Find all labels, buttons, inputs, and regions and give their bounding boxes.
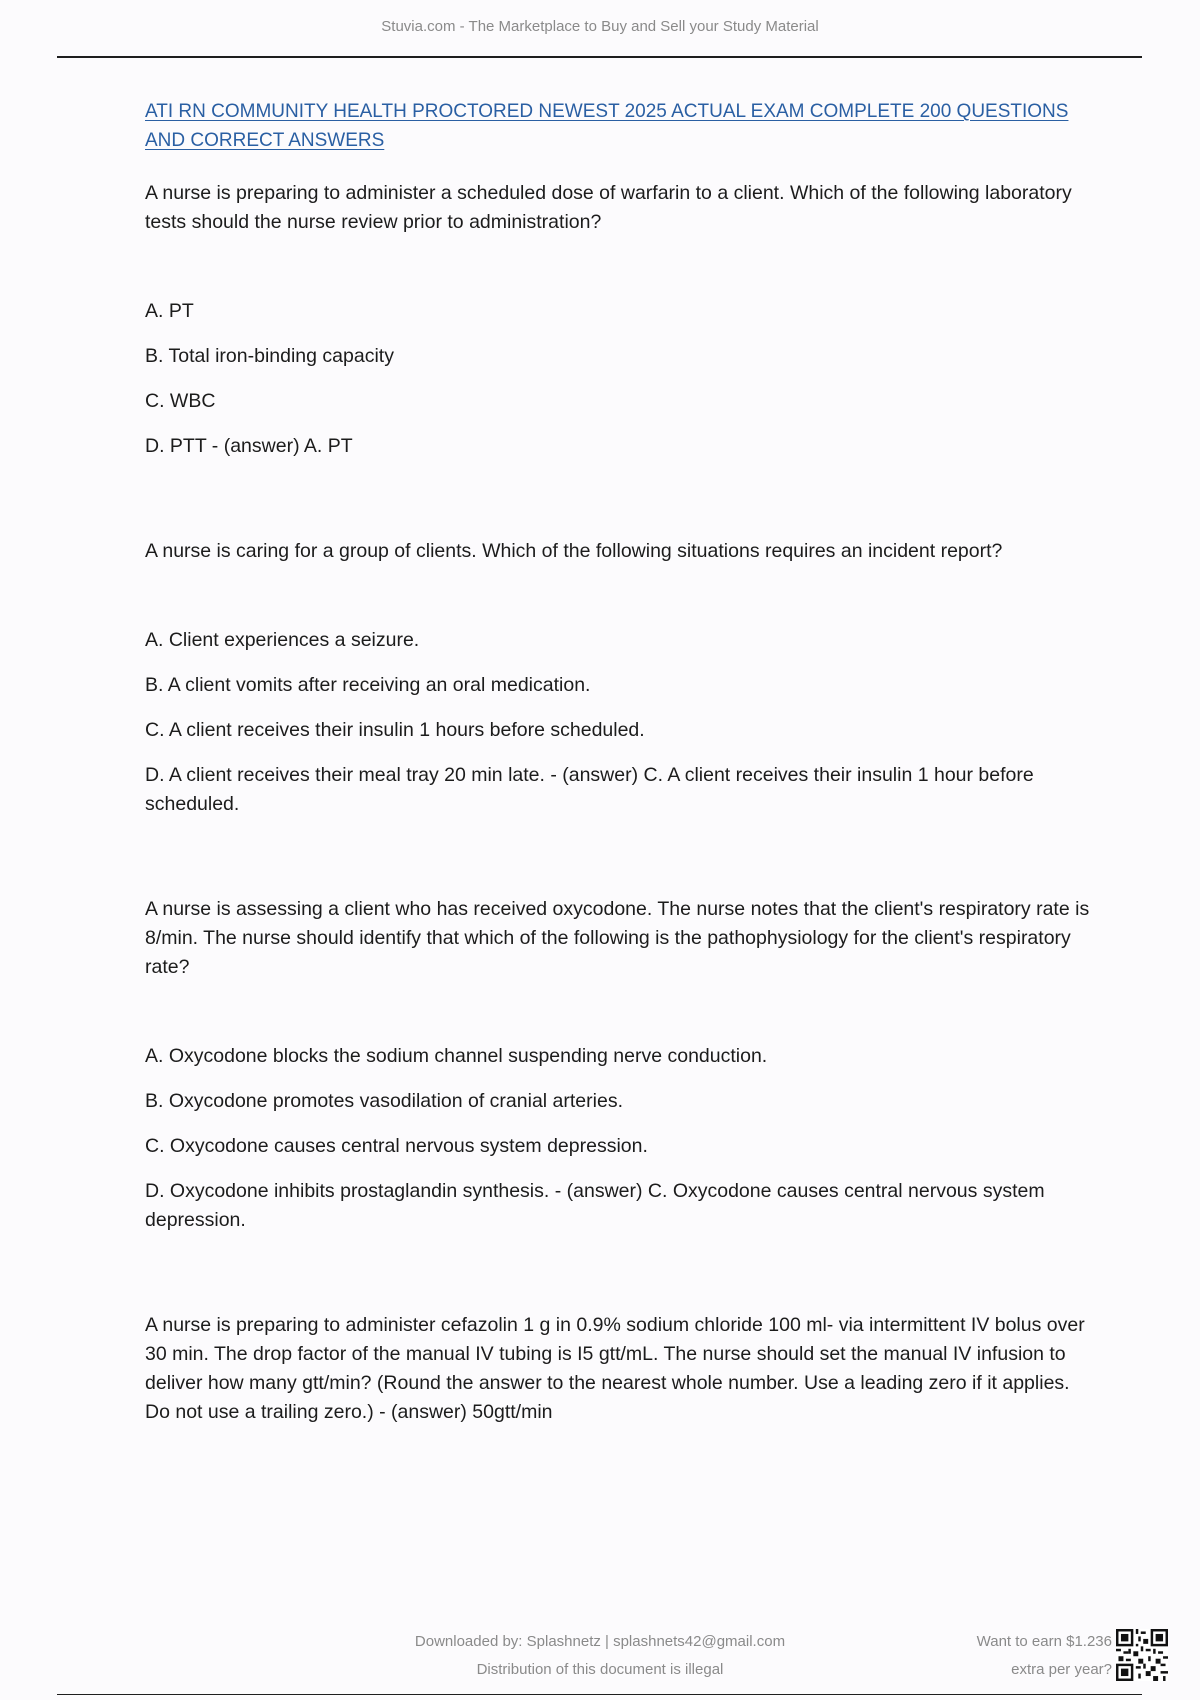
- options-list: [145, 1042, 1090, 1235]
- page-header: Stuvia.com - The Marketplace to Buy and Sell your Study Material: [381, 18, 819, 35]
- option-with-answer: D. A client receives their meal tray 20 min late. - (answer) C. A client receives their insulin 1 hour before scheduled.: [145, 764, 1034, 815]
- option: A. PT: [145, 300, 194, 322]
- footer-download-info: [350, 1628, 850, 1684]
- option: C. WBC: [145, 390, 216, 412]
- earn-line-2: extra per year?: [1011, 1661, 1112, 1678]
- downloaded-by-text: Downloaded by: Splashnetz | splashnets42@gmail.com: [414, 1633, 786, 1650]
- document-title[interactable]: ATI RN COMMUNITY HEALTH PROCTORED NEWEST 2025 ACTUAL EXAM COMPLETE 200 QUESTIONS AND CORRECT ANSWERS: [145, 101, 1069, 151]
- option: C. A client receives their insulin 1 hours before scheduled.: [145, 719, 645, 741]
- question-block-2: [145, 537, 1090, 819]
- option: B. Oxycodone promotes vasodilation of cranial arteries.: [145, 1090, 623, 1112]
- distribution-notice: Distribution of this document is illegal: [476, 1661, 724, 1678]
- question-text: A nurse is preparing to administer cefazolin 1 g in 0.9% sodium chloride 100 ml- via intermittent IV bolus over 30 min. The drop factor of the manual IV tubing is I5 gtt/mL. The nurse should set the manual IV infusion to deliver how many gtt/min? (Round the answer to the nearest whole number. Use a leading zero if it applies. Do not use a trailing zero.) - (answer) 50gtt/min: [145, 1314, 1085, 1423]
- earn-promo[interactable]: [977, 1628, 1112, 1684]
- footer-divider: [57, 1694, 1142, 1695]
- option-with-answer: D. Oxycodone inhibits prostaglandin synthesis. - (answer) C. Oxycodone causes central nervous system depression.: [145, 1180, 1045, 1231]
- question-block-4: [145, 1311, 1090, 1427]
- option: A. Oxycodone blocks the sodium channel suspending nerve conduction.: [145, 1045, 768, 1067]
- question-block-1: [145, 179, 1090, 461]
- question-text: A nurse is preparing to administer a scheduled dose of warfarin to a client. Which of the following laboratory tests should the nurse review prior to administration?: [145, 182, 1072, 233]
- question-text: A nurse is assessing a client who has received oxycodone. The nurse notes that the client's respiratory rate is 8/min. The nurse should identify that which of the following is the pathophysiology for the client's respiratory rate?: [145, 898, 1090, 978]
- option: C. Oxycodone causes central nervous system depression.: [145, 1135, 648, 1157]
- options-list: [145, 626, 1090, 819]
- question-text: A nurse is caring for a group of clients. Which of the following situations requires an incident report?: [145, 540, 1003, 562]
- option: B. A client vomits after receiving an oral medication.: [145, 674, 591, 696]
- earn-line-1: Want to earn $1.236: [976, 1633, 1112, 1650]
- question-block-3: [145, 895, 1090, 1235]
- option-with-answer: D. PTT - (answer) A. PT: [145, 435, 353, 457]
- document-body: [145, 97, 1090, 1427]
- qr-code-icon[interactable]: [1116, 1629, 1168, 1681]
- option: A. Client experiences a seizure.: [145, 629, 420, 651]
- option: B. Total iron-binding capacity: [145, 345, 394, 367]
- header-divider: [57, 56, 1142, 58]
- options-list: [145, 297, 1090, 461]
